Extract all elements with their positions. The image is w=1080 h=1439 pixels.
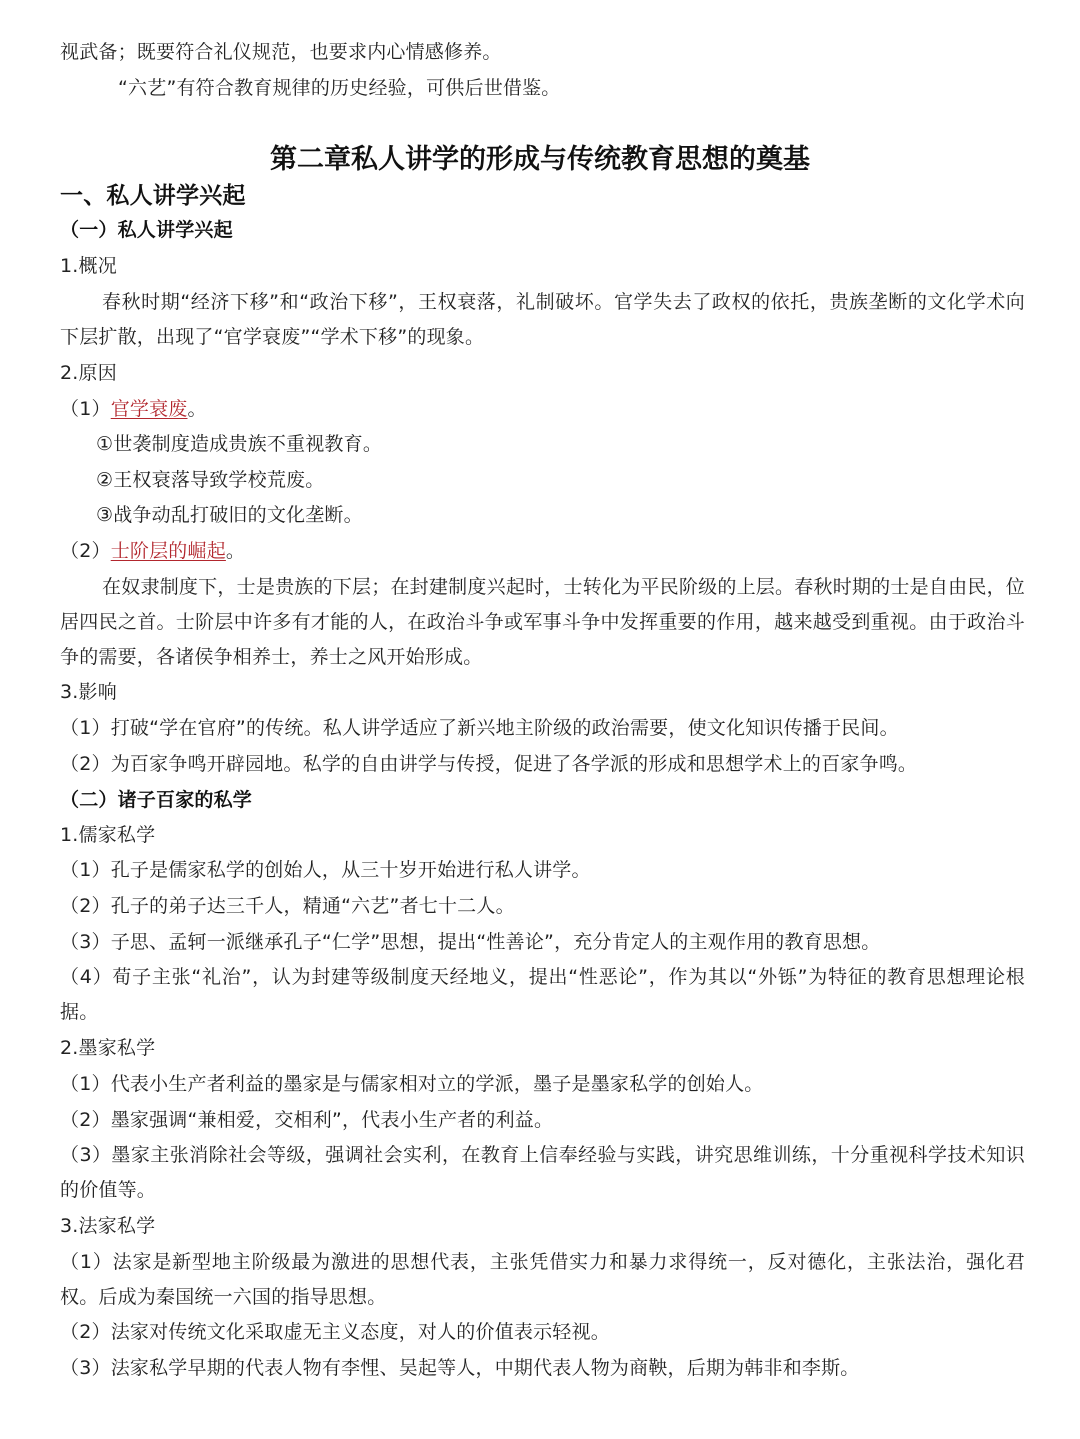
cause-1-point-c: ③战争动乱打破旧的文化垄断。 [96,504,363,526]
mohist-point-2: （2）墨家强调“兼相爱，交相利”，代表小生产者的利益。 [60,1109,554,1131]
cause-1-prefix: （1） [60,398,111,420]
mohist-point-3: （3）墨家主张消除社会等级，强调社会实利，在教育上信奉经验与实践，讲究思维训练，十分重视科学技术知识的价值等。 [60,1144,1025,1201]
cause-2-prefix: （2） [60,540,111,562]
mohist-point-1: （1）代表小生产者利益的墨家是与儒家相对立的学派，墨子是墨家私学的创始人。 [60,1073,764,1095]
effect-2: （2）为百家争鸣开辟园地。私学的自由讲学与传授，促进了各学派的形成和思想学术上的百家争鸣。 [60,753,918,775]
cause-2-emphasis: 士阶层的崛起 [110,540,226,562]
item-heading-effect: 3.影响 [60,681,117,703]
cause-1-line [60,394,1025,424]
cause-2-suffix: 。 [225,540,246,562]
item-heading-cause: 2.原因 [60,362,117,384]
cause-1-point-a: ①世袭制度造成贵族不重视教育。 [96,433,383,455]
intro-line-2: “六艺”有符合教育规律的历史经验，可供后世借鉴。 [118,77,561,99]
item-heading-overview: 1.概况 [60,255,117,277]
intro-line-1: 视武备；既要符合礼仪规范，也要求内心情感修养。 [60,41,502,63]
section-heading-1: 一、私人讲学兴起 [60,183,246,209]
overview-paragraph: 春秋时期“经济下移”和“政治下移”，王权衰落，礼制破坏。官学失去了政权的依托，贵族垄断的文化学术向下层扩散，出现了“官学衰废”“学术下移”的现象。 [60,291,1025,348]
chapter-title: 第二章私人讲学的形成与传统教育思想的奠基 [270,144,810,175]
cause-2-line [60,536,1025,566]
cause-2-paragraph: 在奴隶制度下，士是贵族的下层；在封建制度兴起时，士转化为平民阶级的上层。春秋时期的士是自由民，位居四民之首。士阶层中许多有才能的人，在政治斗争或军事斗争中发挥重要的作用，越来越受到重视。由于政治斗争的需要，各诸侯争相养士，养士之风开始形成。 [60,576,1025,668]
legalist-point-2: （2）法家对传统文化采取虚无主义态度，对人的价值表示轻视。 [60,1321,610,1343]
cause-1-point-b: ②王权衰落导致学校荒废。 [96,469,325,491]
cause-1-suffix: 。 [187,398,207,420]
confucian-point-2: （2）孔子的弟子达三千人，精通“六艺”者七十二人。 [60,895,515,917]
subsection-heading-2: （二）诸子百家的私学 [60,789,253,811]
cause-1-emphasis: 官学衰废 [110,398,188,420]
confucian-point-4: （4）荀子主张“礼治”，认为封建等级制度天经地义，提出“性恶论”，作为其以“外铄”为特征的教育思想理论根据。 [60,966,1025,1023]
legalist-point-1: （1）法家是新型地主阶级最为激进的思想代表，主张凭借实力和暴力求得统一，反对德化，主张法治，强化君权。后成为秦国统一六国的指导思想。 [60,1251,1025,1308]
legalist-point-3: （3）法家私学早期的代表人物有李悝、吴起等人，中期代表人物为商鞅，后期为韩非和李斯。 [60,1357,860,1379]
confucian-point-1: （1）孔子是儒家私学的创始人，从三十岁开始进行私人讲学。 [60,859,591,881]
confucian-heading: 1.儒家私学 [60,824,156,846]
mohist-heading: 2.墨家私学 [60,1037,156,1059]
confucian-point-3: （3）子思、孟轲一派继承孔子“仁学”思想，提出“性善论”，充分肯定人的主观作用的教育思想。 [60,931,881,953]
subsection-heading-1: （一）私人讲学兴起 [60,219,233,241]
effect-1: （1）打破“学在官府”的传统。私人讲学适应了新兴地主阶级的政治需要，使文化知识传播于民间。 [60,717,899,739]
legalist-heading: 3.法家私学 [60,1215,156,1237]
